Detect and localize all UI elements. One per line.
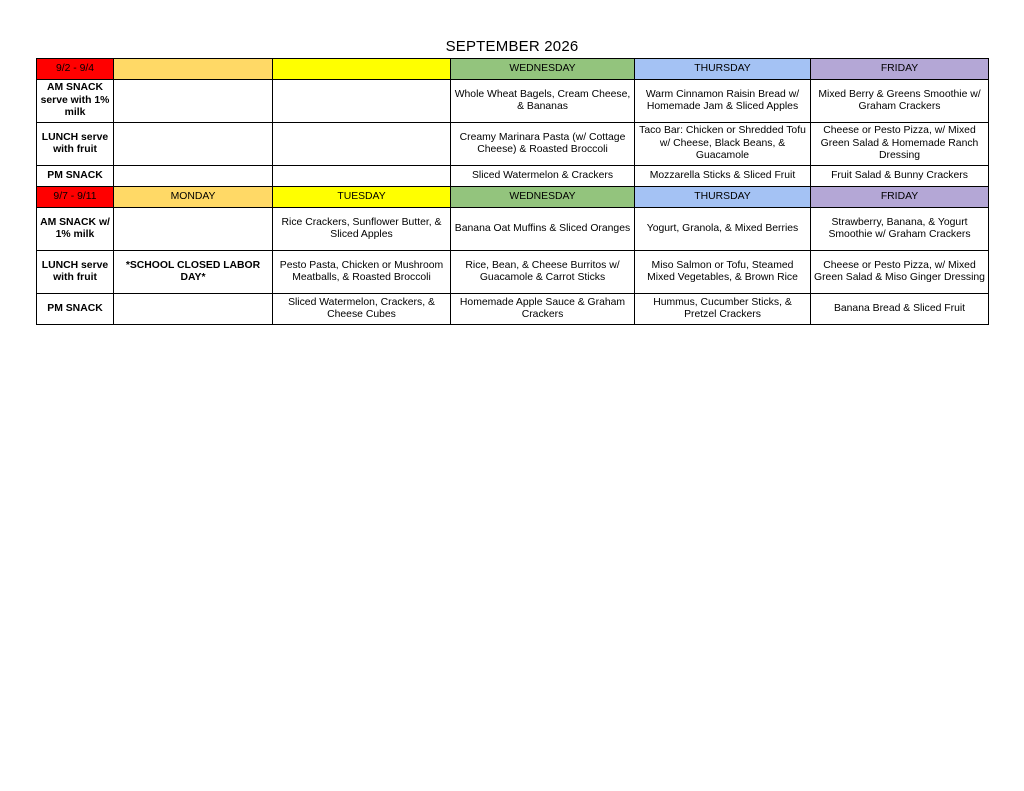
menu-cell: Mozzarella Sticks & Sliced Fruit	[635, 166, 811, 187]
menu-cell: Fruit Salad & Bunny Crackers	[811, 166, 989, 187]
day-header-wednesday: WEDNESDAY	[451, 59, 635, 80]
meal-label: AM SNACK serve with 1% milk	[37, 80, 114, 123]
meal-label: AM SNACK w/ 1% milk	[37, 208, 114, 251]
week-label: 9/7 - 9/11	[37, 187, 114, 208]
menu-cell: Sliced Watermelon & Crackers	[451, 166, 635, 187]
day-header-thursday: THURSDAY	[635, 59, 811, 80]
meal-row-lunch	[37, 123, 989, 166]
menu-cell: Strawberry, Banana, & Yogurt Smoothie w/ Graham Crackers	[811, 208, 989, 251]
week-label: 9/2 - 9/4	[37, 59, 114, 80]
day-header-tuesday	[273, 59, 451, 80]
menu-cell: Sliced Watermelon, Crackers, & Cheese Cubes	[273, 294, 451, 325]
menu-cell: Yogurt, Granola, & Mixed Berries	[635, 208, 811, 251]
day-header-tuesday: TUESDAY	[273, 187, 451, 208]
menu-cell: Whole Wheat Bagels, Cream Cheese, & Bananas	[451, 80, 635, 123]
menu-cell: Warm Cinnamon Raisin Bread w/ Homemade Jam & Sliced Apples	[635, 80, 811, 123]
menu-cell: Mixed Berry & Greens Smoothie w/ Graham Crackers	[811, 80, 989, 123]
meal-row-am-snack	[37, 208, 989, 251]
menu-cell: Taco Bar: Chicken or Shredded Tofu w/ Cheese, Black Beans, & Guacamole	[635, 123, 811, 166]
day-header-wednesday: WEDNESDAY	[451, 187, 635, 208]
meal-label: LUNCH serve with fruit	[37, 251, 114, 294]
menu-cell	[273, 80, 451, 123]
menu-cell	[273, 123, 451, 166]
day-header-monday	[114, 59, 273, 80]
menu-cell	[114, 208, 273, 251]
page-title: SEPTEMBER 2026	[445, 38, 579, 55]
meal-row-pm-snack	[37, 294, 989, 325]
menu-cell: Rice Crackers, Sunflower Butter, & Sliced Apples	[273, 208, 451, 251]
menu-cell: Cheese or Pesto Pizza, w/ Mixed Green Salad & Homemade Ranch Dressing	[811, 123, 989, 166]
menu-cell: Rice, Bean, & Cheese Burritos w/ Guacamole & Carrot Sticks	[451, 251, 635, 294]
menu-cell: Banana Oat Muffins & Sliced Oranges	[451, 208, 635, 251]
menu-cell	[114, 294, 273, 325]
day-header-friday: FRIDAY	[811, 59, 989, 80]
menu-cell: Creamy Marinara Pasta (w/ Cottage Cheese) & Roasted Broccoli	[451, 123, 635, 166]
menu-cell: Banana Bread & Sliced Fruit	[811, 294, 989, 325]
meal-label: PM SNACK	[37, 294, 114, 325]
meal-label: LUNCH serve with fruit	[37, 123, 114, 166]
school-closed-note: *SCHOOL CLOSED LABOR DAY*	[114, 251, 273, 294]
meal-row-pm-snack	[37, 166, 989, 187]
menu-cell: Miso Salmon or Tofu, Steamed Mixed Vegetables, & Brown Rice	[635, 251, 811, 294]
menu-cell: Pesto Pasta, Chicken or Mushroom Meatballs, & Roasted Broccoli	[273, 251, 451, 294]
meal-label: PM SNACK	[37, 166, 114, 187]
menu-table	[36, 58, 989, 325]
week-header-row	[37, 187, 989, 208]
menu-cell: Cheese or Pesto Pizza, w/ Mixed Green Salad & Miso Ginger Dressing	[811, 251, 989, 294]
menu-cell: Homemade Apple Sauce & Graham Crackers	[451, 294, 635, 325]
day-header-friday: FRIDAY	[811, 187, 989, 208]
menu-cell	[114, 123, 273, 166]
menu-cell	[273, 166, 451, 187]
menu-cell	[114, 166, 273, 187]
day-header-monday: MONDAY	[114, 187, 273, 208]
day-header-thursday: THURSDAY	[635, 187, 811, 208]
meal-row-lunch	[37, 251, 989, 294]
meal-row-am-snack	[37, 80, 989, 123]
week-header-row	[37, 59, 989, 80]
menu-cell: Hummus, Cucumber Sticks, & Pretzel Crackers	[635, 294, 811, 325]
menu-cell	[114, 80, 273, 123]
